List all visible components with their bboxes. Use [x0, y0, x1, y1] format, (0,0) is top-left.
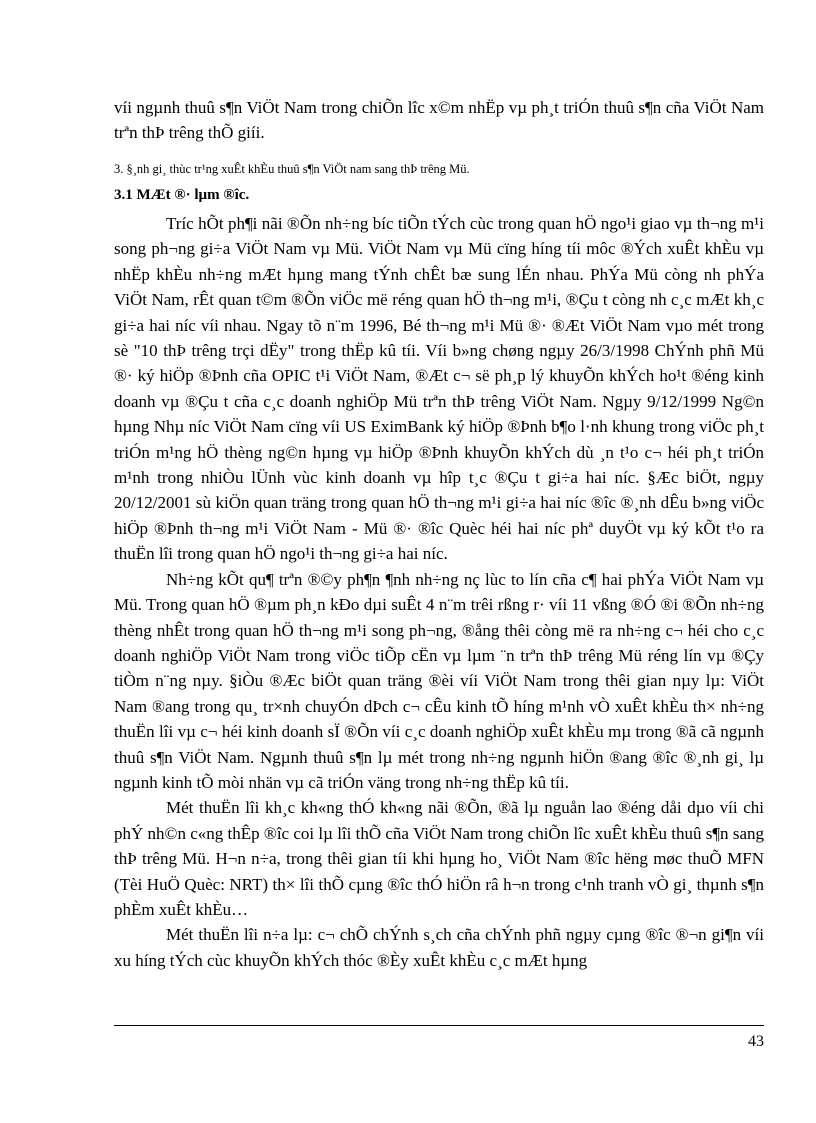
- section-heading: 3. §¸nh gi¸ thùc tr¹ng xuÊt khÈu thuû s¶n ViÖt nam sang thÞ trêng Mü.: [114, 162, 470, 176]
- intro-text: víi ngµnh thuû s¶n ViÖt Nam trong chiÕn lîc x©m nhËp vµ ph¸t triÓn thuû s¶n cña ViÖt Nam trªn thÞ trêng thÕ giíi.: [114, 98, 764, 143]
- subsection-heading: 3.1 MÆt ®· lµm ®îc.: [114, 187, 250, 203]
- main-body: [114, 211, 764, 973]
- body-paragraph-1: Tríc hÕt ph¶i nãi ®Õn nh÷ng bíc tiÕn tÝch cùc trong quan hÖ ngo¹i giao vµ th¬ng m¹i song ph¬ng gi÷a ViÖt Nam vµ Mü. ViÖt Nam vµ Mü cïng híng tíi môc ®Ých xuÊt khÈu vµ nhËp khÈu nh÷ng mÆt hµng mang tÝnh chÊt bæ sung lÉn nhau. PhÝa Mü còng nh phÝa ViÖt Nam, rÊt quan t©m ®Õn viÖc më réng quan hÖ th¬ng m¹i, ®Çu t còng nh c¸c mÆt kh¸c gi÷a hai níc víi nhau. Ngay tõ n¨m 1996, Bé th¬ng m¹i Mü ®· ®Æt ViÖt Nam vµo mét trong sè "10 thÞ trêng trçi dËy" trong thËp kû tíi. Víi b»ng chøng ngµy 26/3/1998 ChÝnh phñ Mü ®· ký hiÖp ®Þnh cña OPIC t¹i ViÖt Nam, ®Æt c¬ së ph¸p lý khuyÕn khÝch ho¹t ®éng kinh doanh vµ ®Çu t cña c¸c doanh nghiÖp Mü trªn thÞ trêng ViÖt Nam. Ngµy 9/12/1999 Ng©n hµng Nhµ níc ViÖt Nam cïng víi US EximBank ký hiÖp ®Þnh b¶o l·nh khung trong viÖc ph¸t triÓn m¹ng hÖ thèng ng©n hµng vµ hiÖp ®Þnh khuyÕn khÝch dù ¸n t¹o c¬ héi ph¸t triÓn m¹nh trong nhiÒu lÜnh vùc kinh doanh vµ hîp t¸c ®Çu t gi÷a hai níc. §Æc biÖt, ngµy 20/12/2001 sù kiÖn quan träng trong quan hÖ th¬ng m¹i gi÷a hai níc ®îc ®¸nh dÊu b»ng viÖc hiÖp ®Þnh th¬ng m¹i ViÖt Nam - Mü ®· ®îc Quèc héi hai níc phª duyÖt vµ ký kÕt t¹o ra thuËn lîi trong quan hÖ ngo¹i th¬ng gi÷a hai níc.: [114, 214, 764, 564]
- body-paragraph-3: Mét thuËn lîi kh¸c kh«ng thÓ kh«ng nãi ®Õn, ®ã lµ nguån lao ®éng dåi dµo víi chi phÝ nh©n c«ng thÊp ®îc coi lµ lîi thÕ cña ViÖt Nam trong chiÕn lîc xuÊt khÈu thuû s¶n sang thÞ trêng Mü. H¬n n÷a, trong thêi gian tíi khi hµng ho¸ ViÖt Nam ®îc hëng møc thuÕ MFN (Tèi HuÖ Quèc: NRT) th× lîi thÕ cµng ®îc thÓ hiÖn râ h¬n trong c¹nh tranh vÒ gi¸ thµnh s¶n phÈm xuÊt khÈu…: [114, 798, 764, 919]
- page-number: 43: [748, 1033, 764, 1050]
- body-paragraph-2: Nh÷ng kÕt qu¶ trªn ®©y ph¶n ¶nh nh÷ng nç lùc to lín cña c¶ hai phÝa ViÖt Nam vµ Mü. Trong quan hÖ ®µm ph¸n kÐo dµi suÊt 4 n¨m trêi rßng r· víi 11 vßng ®Ó ®i ®Õn nh÷ng thèng nhÊt trong quan hÖ th¬ng m¹i song ph¬ng, ®ång thêi còng më ra nh÷ng c¬ héi cho c¸c doanh nghiÖp ViÖt Nam trong viÖc tiÕp cËn vµ lµm ¨n trªn thÞ trêng Mü réng lín vµ ®Çy tiÒm n¨ng nµy. §iÒu ®Æc biÖt quan träng ®èi víi ViÖt Nam trong thêi gian nµy lµ: ViÖt Nam ®ang trong qu¸ tr×nh chuyÓn dÞch c¬ cÊu kinh tÕ híng m¹nh vÒ xuÊt khÈu th× nh÷ng thuËn lîi vµ c¬ héi kinh doanh sÏ ®Õn víi c¸c doanh nghiÖp xuÊt khÈu mµ trong ®ã cã ngµnh thuû s¶n ViÖt Nam. Ngµnh thuû s¶n lµ mét trong nh÷ng ngµnh hiÖn ®ang ®îc ®¸nh gi¸ lµ ngµnh kinh tÕ mòi nhän vµ cã triÓn väng trong nh÷ng thËp kû tíi.: [114, 569, 764, 792]
- footer-divider: [114, 1025, 764, 1026]
- body-paragraph-4: Mét thuËn lîi n÷a lµ: c¬ chÕ chÝnh s¸ch cña chÝnh phñ ngµy cµng ®îc ®¬n gi¶n víi xu híng tÝch cùc khuyÕn khÝch thóc ®Èy xuÊt khÈu c¸c mÆt hµng: [114, 925, 764, 970]
- intro-paragraph: [114, 95, 764, 146]
